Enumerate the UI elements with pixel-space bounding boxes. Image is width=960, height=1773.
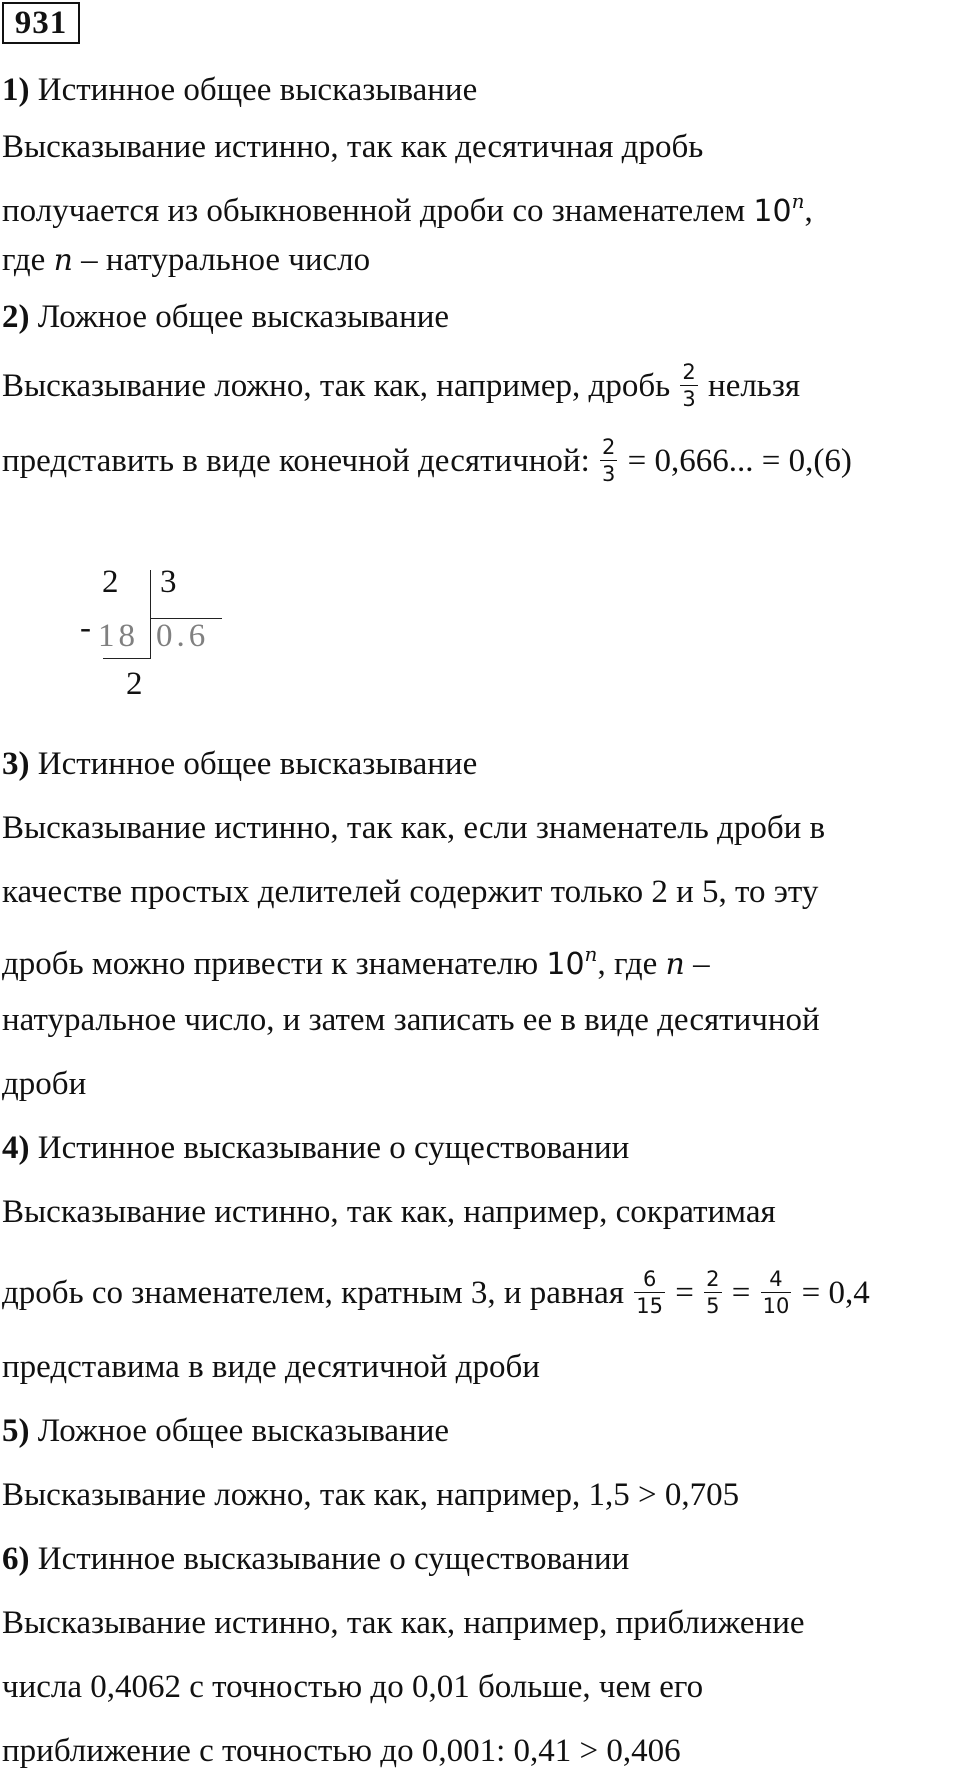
item-4-line-2: дробь со знаменателем, кратным 3, и равная $\frac{6}{15}$ = $\frac{2}{5}$ = $\frac{4}{10}$ = 0,4	[2, 1267, 870, 1318]
item-1-line-3: где n – натуральное число	[2, 242, 371, 278]
power-expression: 10$^n$	[546, 942, 598, 982]
fraction: $\frac{2}{3}$	[602, 435, 616, 486]
item-6-line-1: Высказывание истинно, так как, например, приближение	[2, 1605, 805, 1641]
item-5-heading: 5) Ложное общее высказывание	[2, 1413, 450, 1449]
long-division	[80, 564, 240, 710]
item-4-heading: 4) Истинное высказывание о существовании	[2, 1130, 630, 1166]
item-2-line-1: Высказывание ложно, так как, например, дробь $\frac{2}{3}$ нельзя	[2, 360, 801, 411]
division-quotient: 0.6	[156, 618, 210, 654]
item-2-heading: 2) Ложное общее высказывание	[2, 299, 450, 335]
item-3-line-5: дроби	[2, 1066, 87, 1102]
item-3-line-2: качестве простых делителей содержит только 2 и 5, то эту	[2, 874, 819, 910]
item-1-line-1: Высказывание истинно, так как десятичная дробь	[2, 129, 704, 165]
fraction: $\frac{2}{3}$	[682, 360, 696, 411]
power-expression: 10$^n$	[753, 189, 805, 229]
division-subtrahend: 18	[98, 618, 139, 654]
item-3-heading: 3) Истинное общее высказывание	[2, 746, 478, 782]
fraction: $\frac{4}{10}$	[762, 1267, 790, 1318]
division-minus: -	[80, 610, 91, 646]
item-1-line-2: получается из обыкновенной дроби со знаменателем 10$^n$,	[2, 189, 813, 229]
item-4-line-1: Высказывание истинно, так как, например, сократимая	[2, 1194, 776, 1230]
division-divisor: 3	[160, 564, 177, 600]
item-4-line-3: представима в виде десятичной дроби	[2, 1349, 540, 1385]
item-6-heading: 6) Истинное высказывание о существовании	[2, 1541, 630, 1577]
division-vertical-line	[150, 570, 151, 658]
division-subtract-line	[103, 658, 151, 659]
item-3-line-1: Высказывание истинно, так как, если знаменатель дроби в	[2, 810, 826, 846]
division-dividend: 2	[102, 564, 119, 600]
task-number: 931	[2, 2, 80, 44]
item-5-line-1: Высказывание ложно, так как, например, 1,5 > 0,705	[2, 1477, 740, 1513]
item-3-line-3: дробь можно привести к знаменателю 10$^n$, где n –	[2, 942, 710, 982]
item-1-heading: 1) Истинное общее высказывание	[2, 72, 478, 108]
division-quotient-line	[150, 618, 222, 619]
fraction: $\frac{2}{5}$	[706, 1267, 720, 1318]
item-6-line-2: числа 0,4062 с точностью до 0,01 больше, чем его	[2, 1669, 704, 1705]
item-3-line-4: натуральное число, и затем записать ее в виде десятичной	[2, 1002, 820, 1038]
division-remainder: 2	[126, 666, 143, 702]
item-2-line-2: представить в виде конечной десятичной: $\frac{2}{3}$ = 0,666... = 0,(6)	[2, 435, 852, 486]
item-6-line-3: приближение с точностью до 0,001: 0,41 > 0,406	[2, 1733, 681, 1769]
fraction: $\frac{6}{15}$	[636, 1267, 663, 1318]
